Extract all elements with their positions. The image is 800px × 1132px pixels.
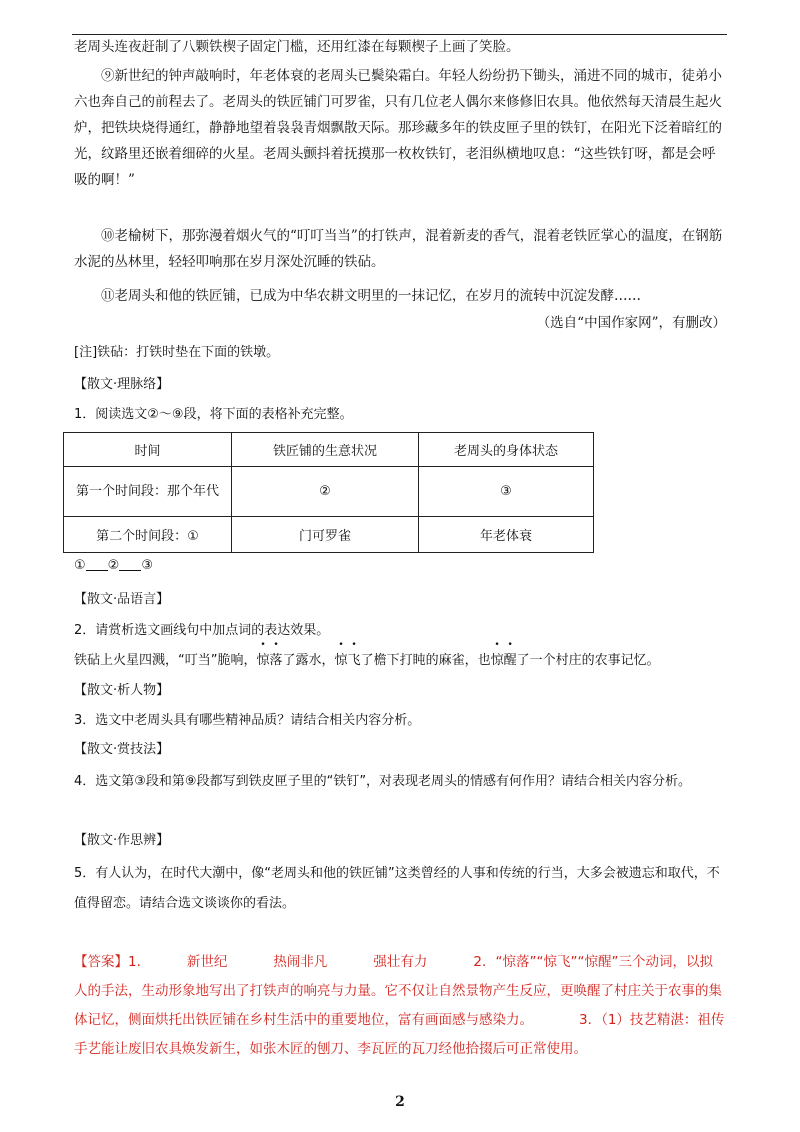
dotted-char: 飞	[347, 653, 361, 668]
answer-blank-1[interactable]	[86, 556, 108, 571]
blank-label-2: ②	[107, 558, 120, 573]
question-2: 2．请赏析选文画线句中加点词的表达效果。	[74, 623, 330, 638]
question-5: 5．有人认为，在时代大潮中，像“老周头和他的铁匠铺”这类曾经的人事和传统的行当，大多会被遗忘和取代，不值得留恋。请结合选文谈谈你的看法。	[74, 866, 720, 911]
table-row	[64, 467, 594, 517]
sentence-part: 铁砧上火星四溅，“叮当”脆响，	[74, 653, 257, 668]
question-4: 4．选文第③段和第⑨段都写到铁皮匣子里的“铁钉”，对表现老周头的情感有何作用？请结合相关内容分析。	[74, 774, 692, 789]
sentence-part: 了一个村庄的农事记忆。	[516, 653, 660, 668]
answer-1-blank-3: 强壮有力	[373, 954, 428, 970]
table-cell: 第一个时间段：那个年代	[64, 467, 232, 517]
answer-1-number: 1.	[128, 954, 141, 970]
passage-para-10: ⑩老榆树下，那弥漫着烟火气的“叮叮当当”的打铁声，混着新麦的香气，混着老铁匠掌心的温度，在钢筋水泥的丛林里，轻轻叩响那在岁月深处沉睡的铁砧。	[74, 228, 723, 270]
section-heading-5: 【散文·作思辨】	[74, 833, 170, 848]
section-heading-2: 【散文·品语言】	[74, 592, 170, 607]
table-cell: 第二个时间段：①	[64, 517, 232, 553]
section-heading-3: 【散文·析人物】	[74, 683, 170, 698]
table-header-cell: 铁匠铺的生意状况	[232, 433, 419, 467]
dotted-char: 惊	[490, 653, 504, 668]
answer-3: 3．（1）技艺精湛：祖传手艺能让废旧农具焕发新生，如张木匠的刨刀、李瓦匠的瓦刀经他拾掇后可正常使用。	[74, 1012, 725, 1057]
table-cell: ③	[419, 467, 594, 517]
table-header-cell: 老周头的身体状态	[419, 433, 594, 467]
dotted-char: 惊	[334, 653, 348, 668]
footnote: [注]铁砧：打铁时垫在下面的铁墩。	[74, 345, 280, 360]
answer-1-blank-2: 热闹非凡	[273, 954, 328, 970]
table-cell: 年老体衰	[419, 517, 594, 553]
answer-label: 【答案】	[74, 954, 128, 970]
question-1: 1．阅读选文②～⑨段，将下面的表格补充完整。	[74, 407, 353, 422]
passage-source: （选自“中国作家网”，有删改）	[536, 315, 726, 331]
dotted-char: 惊	[256, 653, 270, 668]
table-cell: 门可罗雀	[232, 517, 419, 553]
answer-blanks-line	[74, 553, 726, 579]
question-1-table	[63, 432, 594, 553]
page-number: 2	[395, 1094, 405, 1110]
table-row	[64, 517, 594, 553]
dotted-char: 落	[269, 653, 283, 668]
dotted-char: 醒	[503, 653, 517, 668]
sentence-part: 了露水，	[282, 653, 335, 668]
table-cell: ②	[232, 467, 419, 517]
question-2-sentence	[74, 648, 726, 674]
question-3: 3．选文中老周头具有哪些精神品质？请结合相关内容分析。	[74, 713, 421, 728]
table-header-cell: 时间	[64, 433, 232, 467]
sentence-part: 了檐下打盹的麻雀，也	[360, 653, 491, 668]
section-heading-4: 【散文·赏技法】	[74, 742, 170, 757]
section-heading-1: 【散文·理脉络】	[74, 377, 170, 392]
blank-label-3: ③	[141, 558, 153, 573]
passage-para-end-8: 老周头连夜赶制了八颗铁楔子固定门槛，还用红漆在每颗楔子上画了笑脸。	[74, 39, 520, 55]
table-header-row	[64, 433, 594, 467]
answer-1-blank-1: 新世纪	[186, 954, 228, 970]
answer-2: 2．“惊落”“惊飞”“惊醒”三个动词，以拟人的手法，生动形象地写出了打铁声的响亮与力量。它不仅让自然景物产生反应，更唤醒了村庄关于农事的集体记忆，侧面烘托出铁匠铺在乡村生活中的重要地位，富有画面感与感染力。	[74, 954, 722, 1028]
blank-label-1: ①	[74, 558, 86, 573]
passage-para-9: ⑨新世纪的钟声敲响时，年老体衰的老周头已鬓染霜白。年轻人纷纷扔下锄头，涌进不同的城市，徒弟小六也奔自己的前程去了。老周头的铁匠铺门可罗雀，只有几位老人偶尔来修修旧农具。他依然每天清晨生起火炉，把铁块烧得通红，静静地望着袅袅青烟飘散天际。那珍藏多年的铁皮匣子里的铁钉，在阳光下泛着暗红的光，纹路里还嵌着细碎的火星。老周头颤抖着抚摸那一枚枚铁钉，老泪纵横地叹息：“这些铁钉呀，都是会呼吸的啊！”	[74, 68, 722, 188]
passage-para-11: ⑪老周头和他的铁匠铺，已成为中华农耕文明里的一抹记忆，在岁月的流转中沉淀发酵……	[101, 288, 641, 304]
answer-blank-2[interactable]	[119, 556, 141, 571]
answer-block	[74, 948, 726, 1064]
